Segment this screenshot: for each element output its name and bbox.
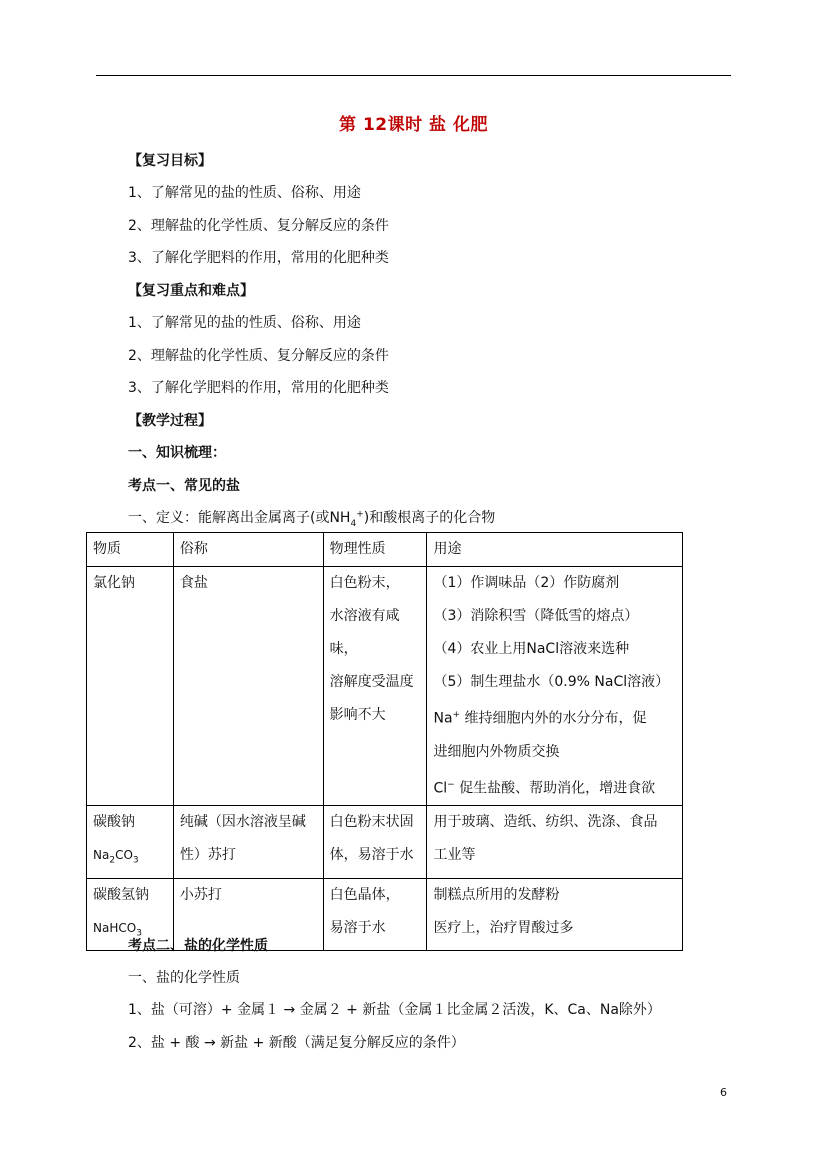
substance-cell [87, 567, 174, 806]
header-rule [96, 75, 731, 76]
definition-sup: + [356, 509, 364, 520]
process-heading: 【教学过程】 [128, 413, 212, 429]
formula-part: NaHCO [93, 920, 137, 935]
point1-heading: 考点一、常见的盐 [128, 478, 240, 494]
table-row [87, 806, 683, 878]
use-line-na [433, 699, 676, 736]
uses-cell [427, 567, 683, 806]
use-line: 工业等 [433, 847, 476, 864]
substance-name: 碳酸氢钠 [93, 886, 149, 903]
use-line: （1）作调味品（2）作防腐剂 [433, 575, 620, 591]
definition-pre: 一、定义：能解离出金属离子(或NH [128, 510, 351, 526]
use-line: 进细胞内外物质交换 [433, 743, 560, 760]
table-header-cell: 物质 [87, 533, 174, 567]
page-title: 第 12课时 盐 化肥 [339, 115, 488, 135]
table-header-cell: 用途 [427, 533, 683, 567]
formula-part: Na [93, 848, 110, 863]
formula-sub: 3 [132, 855, 139, 866]
physical-line: 白色晶体， [329, 886, 400, 903]
cl-text: 促生盐酸、帮助消化，增进食欲 [454, 780, 656, 797]
key-item: 1、了解常见的盐的性质、俗称、用途 [128, 315, 361, 331]
formula-sub: 2 [109, 855, 116, 866]
use-line: （3）消除积雪（降低雪的熔点） [433, 608, 639, 624]
use-line: 医疗上，治疗胃酸过多 [433, 919, 574, 936]
physical-cell [323, 878, 427, 950]
goal-item: 2、理解盐的化学性质、复分解反应的条件 [128, 218, 389, 234]
physical-line: 影响不大 [329, 707, 386, 723]
common-name: 食盐 [179, 575, 208, 591]
chem-item: 1、盐（可溶）+ 金属１ → 金属２ + 新盐（金属１比金属２活泼，K、Ca、Na除外） [128, 1002, 661, 1018]
cl-charge: − [447, 779, 455, 790]
physical-cell [323, 567, 427, 806]
key-heading: 【复习重点和难点】 [128, 283, 254, 299]
substance-name: 氯化钠 [93, 575, 135, 591]
na-charge: + [452, 710, 461, 720]
table-row [87, 567, 683, 806]
physical-line: 水溶液有咸味， [329, 608, 400, 657]
use-line-cl [433, 769, 676, 806]
common-line: 性）苏打 [179, 847, 236, 864]
physical-line: 易溶于水 [329, 919, 386, 936]
substance-formula [93, 839, 167, 877]
use-line: （5）制生理盐水（0.9% NaCl溶液） [433, 674, 670, 690]
goal-item: 1、了解常见的盐的性质、俗称、用途 [128, 185, 361, 201]
use-line: 制糕点所用的发酵粉 [433, 886, 560, 903]
na-text: 维持细胞内外的水分分布，促 [460, 710, 647, 727]
table-header-cell: 物理性质 [323, 533, 427, 567]
formula-part: CO [115, 848, 133, 863]
definition-text [128, 507, 495, 529]
common-line: 小苏打 [179, 886, 222, 903]
chem-item: 2、盐 + 酸 → 新盐 + 新酸（满足复分解反应的条件） [128, 1035, 465, 1051]
substance-name: 碳酸钠 [93, 814, 135, 831]
salts-table [86, 532, 683, 951]
part1-heading: 一、知识梳理： [128, 445, 226, 461]
cl-ion: Cl [433, 780, 448, 797]
physical-line: 溶解度受温度 [329, 674, 414, 690]
table-header-row [87, 533, 683, 567]
goal-item: 3、了解化学肥料的作用，常用的化肥种类 [128, 250, 389, 266]
use-line: （4）农业上用NaCl溶液来选种 [433, 641, 630, 657]
formula-sub: 3 [136, 928, 142, 939]
uses-cell [427, 878, 683, 950]
physical-line: 白色粉末， [329, 575, 400, 591]
definition-post: )和酸根离子的化合物 [363, 510, 496, 526]
common-name-cell [173, 806, 323, 878]
physical-cell [323, 806, 427, 878]
chem-heading: 一、盐的化学性质 [128, 970, 240, 986]
substance-cell [87, 806, 174, 878]
physical-line: 白色粉末状固 [329, 814, 414, 831]
table-header-cell: 俗称 [173, 533, 323, 567]
page-number: 6 [720, 1086, 727, 1099]
key-item: 3、了解化学肥料的作用，常用的化肥种类 [128, 380, 389, 396]
definition-sub: 4 [350, 518, 357, 529]
na-ion: Na [433, 710, 453, 727]
physical-line: 体，易溶于水 [329, 847, 414, 864]
common-line: 纯碱（因水溶液呈碱 [179, 814, 306, 831]
point2-heading: 考点二、盐的化学性质 [128, 938, 268, 954]
common-name-cell [173, 567, 323, 806]
uses-cell [427, 806, 683, 878]
key-item: 2、理解盐的化学性质、复分解反应的条件 [128, 348, 389, 364]
use-line: 用于玻璃、造纸、纺织、洗涤、食品 [433, 814, 658, 831]
goals-heading: 【复习目标】 [128, 153, 212, 169]
